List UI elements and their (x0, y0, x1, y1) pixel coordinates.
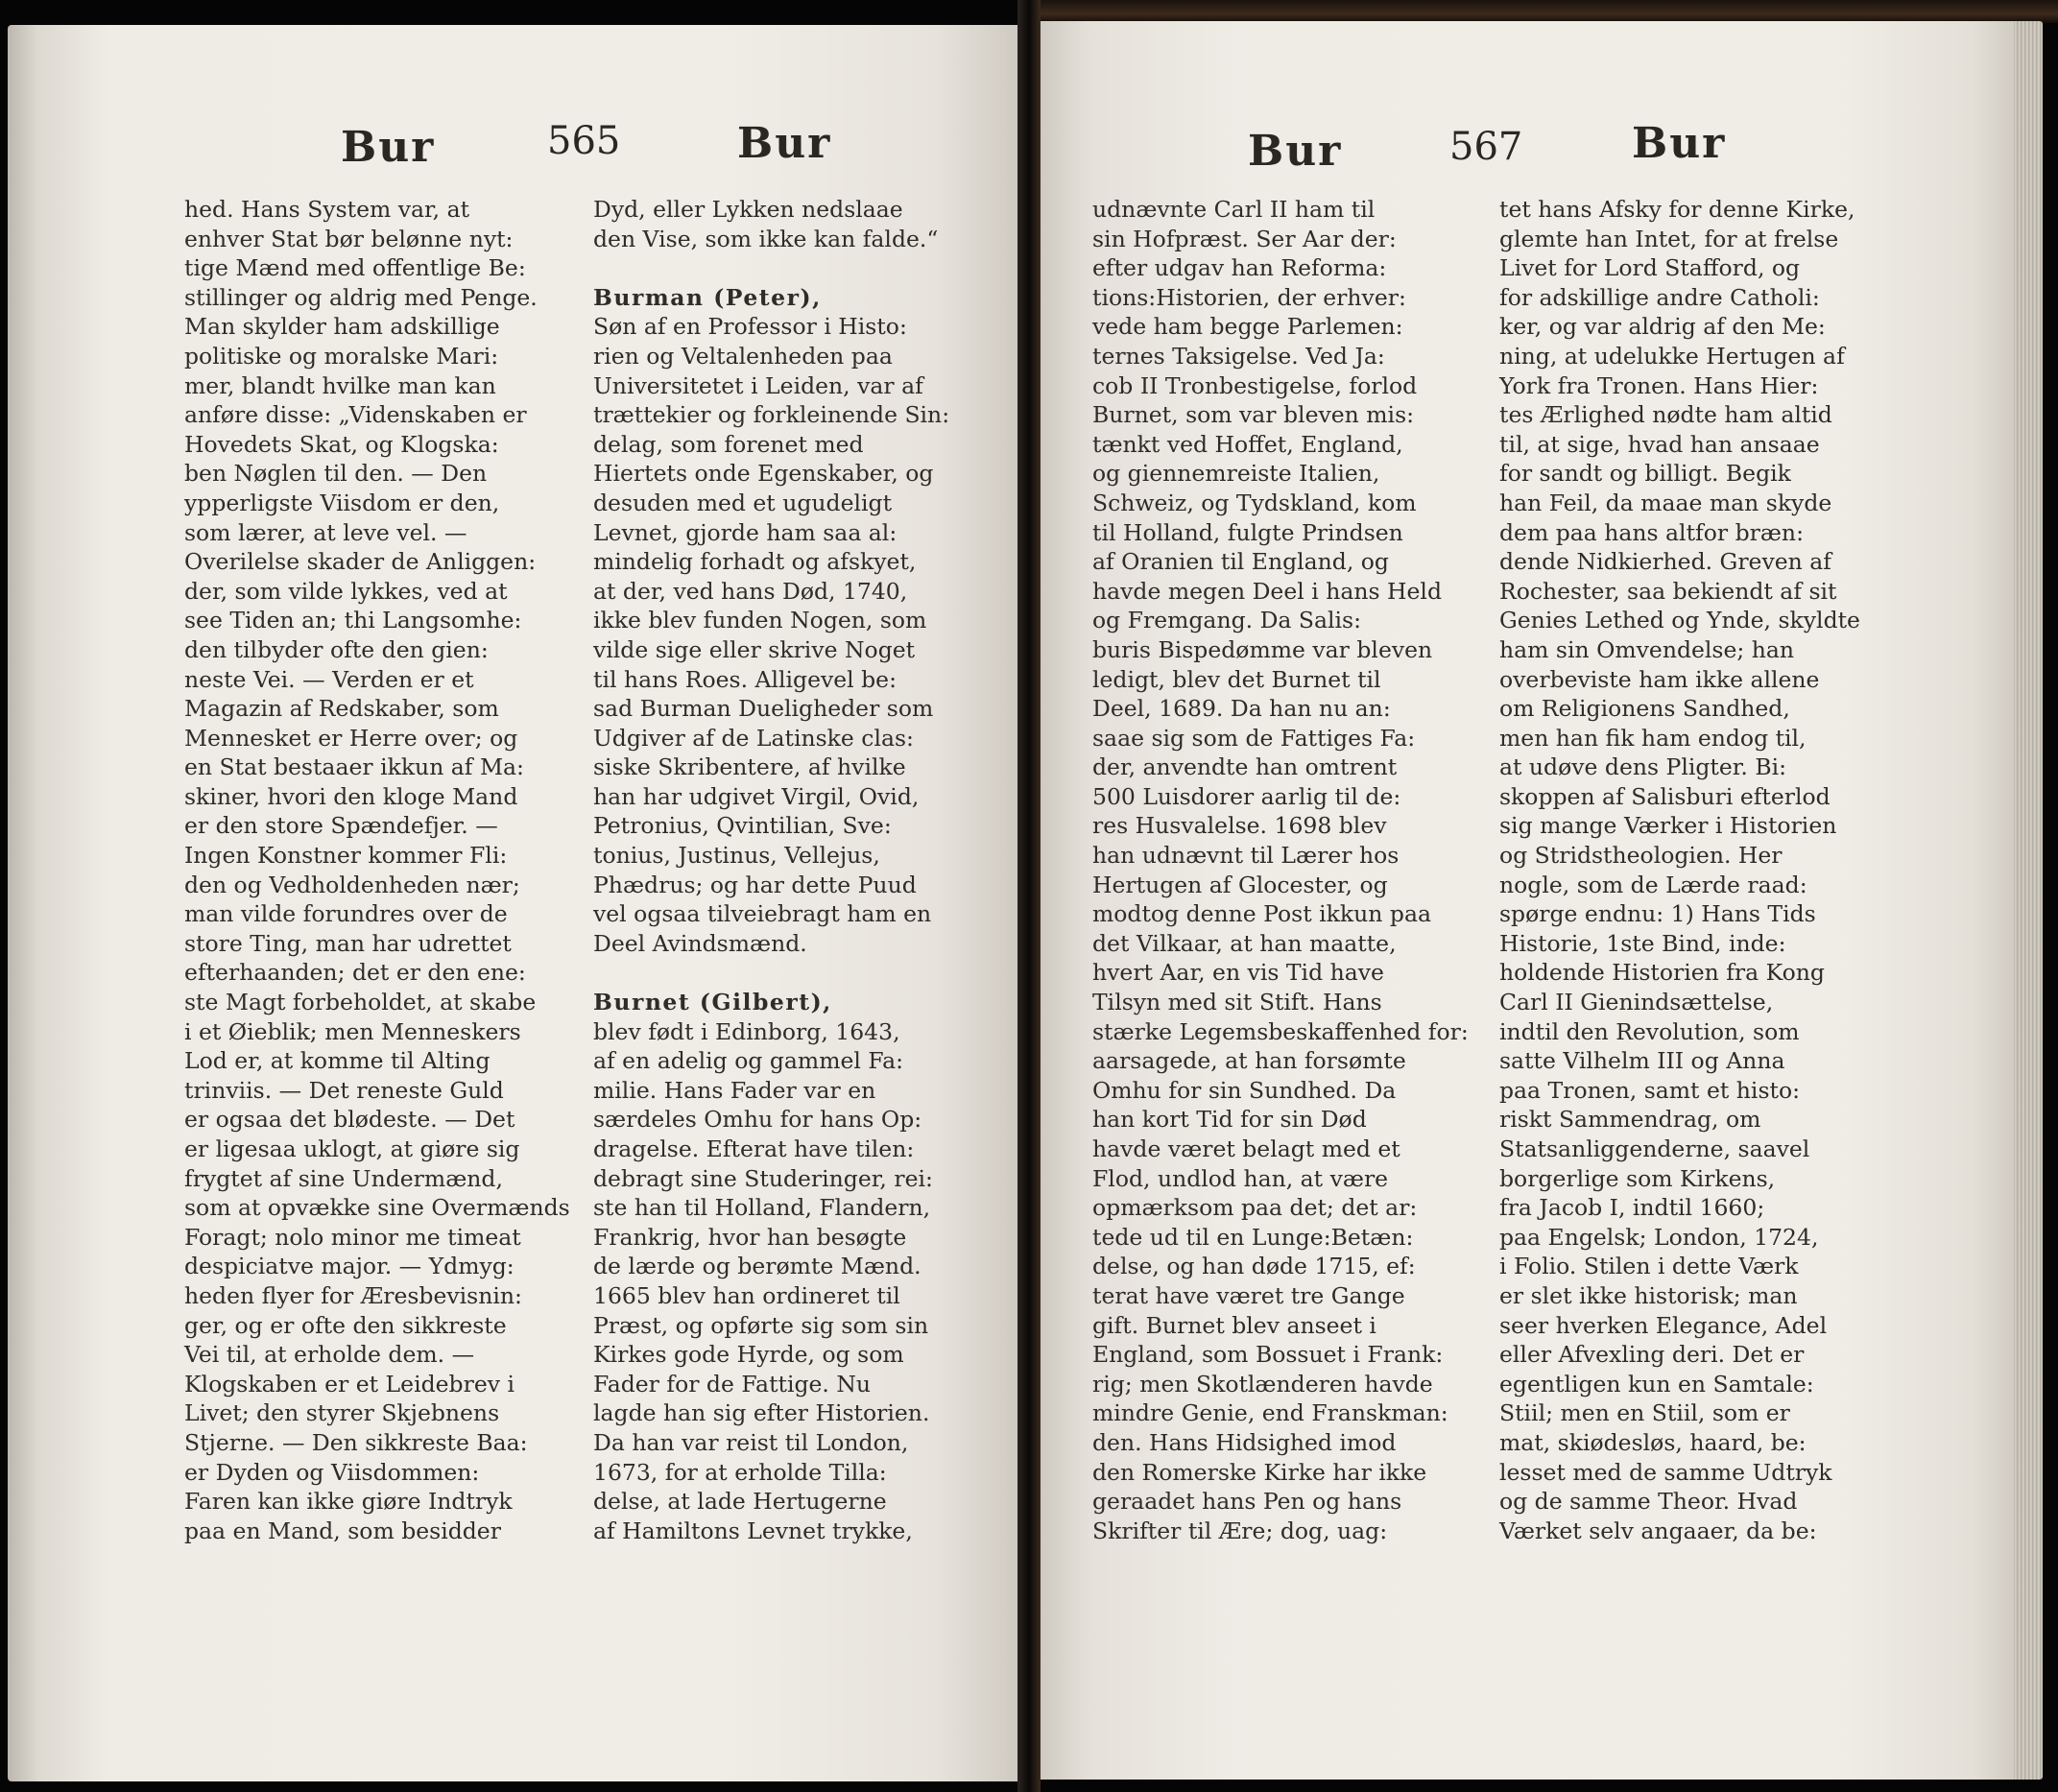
text-line: ternes Taksigelse. Ved Ja: (1092, 342, 1385, 370)
text-line: tonius, Justinus, Vellejus, (593, 842, 880, 870)
text-line: Skrifter til Ære; dog, uag: (1092, 1517, 1388, 1544)
text-line: ste han til Holland, Flandern, (593, 1194, 931, 1222)
text-line: opmærksom paa det; det ar: (1092, 1194, 1418, 1222)
text-line: Flod, undlod han, at være (1092, 1164, 1389, 1192)
text-line: i et Øieblik; men Menneskers (184, 1017, 521, 1045)
text-line: stærke Legemsbeskaffenhed for: (1092, 1017, 1469, 1045)
text-line: efter udgav han Reforma: (1092, 254, 1387, 282)
text-line: dende Nidkierhed. Greven af (1499, 548, 1831, 576)
text-line: Universitetet i Leiden, var af (593, 371, 923, 399)
text-line: sad Burman Dueligheder som (593, 695, 934, 723)
text-line: milie. Hans Fader var en (593, 1076, 876, 1104)
text-line: trættekier og forkleinende Sin: (593, 401, 950, 429)
text-line: spørge endnu: 1) Hans Tids (1499, 900, 1816, 928)
text-line: Livet for Lord Stafford, og (1499, 254, 1801, 282)
text-line: Faren kan ikke giøre Indtryk (184, 1488, 513, 1516)
text-line: der, anvendte han omtrent (1092, 753, 1398, 781)
text-line: Lod er, at komme til Alting (184, 1047, 491, 1075)
text-line: og Fremgang. Da Salis: (1092, 607, 1362, 634)
text-line: Søn af en Professor i Histo: (593, 313, 907, 341)
text-line: Mennesket er Herre over; og (184, 724, 518, 752)
text-line: man vilde forundres over de (184, 900, 508, 928)
right-page-header (0, 106, 2058, 176)
paragraph-gap (593, 253, 977, 283)
text-line: indtil den Revolution, som (1499, 1017, 1800, 1045)
text-line: debragt sine Studeringer, rei: (593, 1164, 933, 1192)
text-line: tions:Historien, der erhver: (1092, 283, 1406, 311)
text-line: til hans Roes. Alligevel be: (593, 665, 897, 693)
text-line: cob II Tronbestigelse, forlod (1092, 371, 1418, 399)
text-line: Petronius, Qvintilian, Sve: (593, 812, 892, 840)
text-line: ikke blev funden Nogen, som (593, 607, 927, 634)
text-line: paa en Mand, som besidder (184, 1517, 501, 1544)
text-line: Frankrig, hvor han besøgte (593, 1223, 907, 1251)
text-line: han Feil, da maae man skyde (1499, 489, 1832, 516)
text-line: for sandt og billigt. Begik (1499, 460, 1791, 488)
text-line: 1673, for at erholde Tilla: (593, 1458, 887, 1486)
text-line: Statsanliggenderne, saavel (1499, 1135, 1810, 1162)
text-line: trinviis. — Det reneste Guld (184, 1076, 504, 1104)
text-line: at der, ved hans Død, 1740, (593, 577, 908, 605)
text-line: det Vilkaar, at han maatte, (1092, 929, 1397, 957)
text-line: og giennemreiste Italien, (1092, 460, 1380, 488)
left-header-word-right: Bur (737, 119, 832, 168)
text-line: særdeles Omhu for hans Op: (593, 1106, 922, 1134)
text-line: lesset med de samme Udtryk (1499, 1458, 1832, 1486)
text-line: ypperligste Viisdom er den, (184, 489, 500, 516)
text-line: ger, og er ofte den sikkreste (184, 1311, 507, 1339)
entry-heading: Burman (Peter), (593, 283, 822, 311)
text-line: efterhaanden; det er den ene: (184, 959, 526, 987)
text-line: mer, blandt hvilke man kan (184, 371, 496, 399)
text-line: Omhu for sin Sundhed. Da (1092, 1076, 1397, 1104)
text-line: af en adelig og gammel Fa: (593, 1047, 904, 1075)
text-line: men han fik ham endog til, (1499, 724, 1807, 752)
right-page-column-2 (1499, 195, 1883, 1545)
text-line: mat, skiødesløs, haard, be: (1499, 1428, 1807, 1456)
text-line: lagde han sig efter Historien. (593, 1399, 930, 1427)
text-line: mindelig forhadt og afskyet, (593, 548, 917, 576)
text-line: af Hamiltons Levnet trykke, (593, 1517, 913, 1544)
text-line: enhver Stat bør belønne nyt: (184, 225, 514, 252)
text-line: rien og Veltalenheden paa (593, 342, 893, 370)
text-line: riskt Sammendrag, om (1499, 1106, 1761, 1134)
text-line: York fra Tronen. Hans Hier: (1499, 371, 1819, 399)
text-line: ben Nøglen til den. — Den (184, 460, 488, 488)
text-line: paa Tronen, samt et histo: (1499, 1076, 1801, 1104)
book-spine (1017, 0, 1041, 1792)
text-line: er ogsaa det blødeste. — Det (184, 1106, 515, 1134)
text-line: despiciatve major. — Ydmyg: (184, 1253, 514, 1280)
text-line: sin Hofpræst. Ser Aar der: (1092, 225, 1397, 252)
text-line: Deel, 1689. Da han nu an: (1092, 695, 1391, 723)
text-line: tet hans Afsky for denne Kirke, (1499, 196, 1855, 223)
text-line: om Religionens Sandhed, (1499, 695, 1790, 723)
text-line: overbeviste ham ikke allene (1499, 665, 1820, 693)
text-line: 500 Luisdorer aarlig til de: (1092, 782, 1401, 810)
text-line: blev født i Edinborg, 1643, (593, 1017, 900, 1045)
text-line: Genies Lethed og Ynde, skyldte (1499, 607, 1860, 634)
text-line: borgerlige som Kirkens, (1499, 1164, 1776, 1192)
text-line: seer hverken Elegance, Adel (1499, 1311, 1828, 1339)
text-line: ham sin Omvendelse; han (1499, 635, 1795, 663)
text-line: store Ting, man har udrettet (184, 929, 512, 957)
text-line: Da han var reist til London, (593, 1428, 909, 1456)
text-line: vede ham begge Parlemen: (1092, 313, 1403, 341)
text-line: res Husvalelse. 1698 blev (1092, 812, 1387, 840)
text-line: glemte han Intet, for at frelse (1499, 225, 1839, 252)
text-line: han kort Tid for sin Død (1092, 1106, 1367, 1134)
text-line: Hovedets Skat, og Klogska: (184, 430, 499, 458)
text-line: er Dyden og Viisdommen: (184, 1458, 480, 1486)
text-line: frygtet af sine Undermænd, (184, 1164, 503, 1192)
text-line: Magazin af Redskaber, som (184, 695, 499, 723)
text-line: den. Hans Hidsighed imod (1092, 1428, 1397, 1456)
text-line: Stjerne. — Den sikkreste Baa: (184, 1428, 528, 1456)
text-line: og de samme Theor. Hvad (1499, 1488, 1798, 1516)
paragraph-gap (593, 958, 977, 988)
text-line: 1665 blev han ordineret til (593, 1281, 900, 1309)
text-line: Hiertets onde Egenskaber, og (593, 460, 934, 488)
text-line: tede ud til en Lunge:Betæn: (1092, 1223, 1414, 1251)
text-line: Vei til, at erholde dem. — (184, 1341, 475, 1369)
text-line: Deel Avindsmænd. (593, 929, 807, 957)
right-header-word-right: Bur (1632, 119, 1727, 168)
text-line: politiske og moralske Mari: (184, 342, 499, 370)
text-line: de lærde og berømte Mænd. (593, 1253, 921, 1280)
left-header-word-left: Bur (341, 123, 436, 172)
text-line: Levnet, gjorde ham saa al: (593, 518, 897, 546)
text-line: Man skylder ham adskillige (184, 313, 500, 341)
text-line: dem paa hans altfor bræn: (1499, 518, 1804, 546)
text-line: og Stridstheologien. Her (1499, 842, 1783, 870)
text-line: som lærer, at leve vel. — (184, 518, 467, 546)
text-line: dragelse. Efterat have tilen: (593, 1135, 915, 1162)
text-line: England, som Bossuet i Frank: (1092, 1341, 1444, 1369)
text-line: Ingen Konstner kommer Fli: (184, 842, 508, 870)
text-line: Hertugen af Glocester, og (1092, 871, 1388, 898)
text-line: vel ogsaa tilveiebragt ham en (593, 900, 932, 928)
text-line: vilde sige eller skrive Noget (593, 635, 916, 663)
text-line: til Holland, fulgte Prindsen (1092, 518, 1403, 546)
text-line: tige Mænd med offentlige Be: (184, 254, 526, 282)
text-line: rig; men Skotlænderen havde (1092, 1370, 1433, 1398)
text-line: udnævnte Carl II ham til (1092, 196, 1376, 223)
text-line: mindre Genie, end Franskman: (1092, 1399, 1448, 1427)
text-line: han udnævnt til Lærer hos (1092, 842, 1400, 870)
text-line: desuden med et ugudeligt (593, 489, 893, 516)
right-page-column-1 (1092, 195, 1476, 1545)
text-line: Tilsyn med sit Stift. Hans (1092, 989, 1382, 1016)
text-line: den Romerske Kirke har ikke (1092, 1458, 1427, 1486)
text-line: Kirkes gode Hyrde, og som (593, 1341, 904, 1369)
text-line: Rochester, saa bekiendt af sit (1499, 577, 1837, 605)
text-line: ker, og var aldrig af den Me: (1499, 313, 1826, 341)
text-line: modtog denne Post ikkun paa (1092, 900, 1431, 928)
text-line: den og Vedholdenheden nær; (184, 871, 520, 898)
text-line: som at opvække sine Overmænds (184, 1194, 570, 1222)
text-line: tænkt ved Hoffet, England, (1092, 430, 1403, 458)
text-line: er den store Spændefjer. — (184, 812, 498, 840)
entry-heading: Burnet (Gilbert), (593, 989, 832, 1016)
text-line: er slet ikke historisk; man (1499, 1281, 1798, 1309)
text-line: terat have været tre Gange (1092, 1281, 1405, 1309)
text-line: skiner, hvori den kloge Mand (184, 782, 518, 810)
left-page-column-1 (184, 195, 568, 1545)
text-line: heden flyer for Æresbevisnin: (184, 1281, 522, 1309)
text-line: Schweiz, og Tydskland, kom (1092, 489, 1417, 516)
text-line: Klogskaben er et Leidebrev i (184, 1370, 514, 1398)
text-line: den tilbyder ofte den gien: (184, 635, 489, 663)
text-line: ledigt, blev det Burnet til (1092, 665, 1381, 693)
text-line: han har udgivet Virgil, Ovid, (593, 782, 920, 810)
text-line: der, som vilde lykkes, ved at (184, 577, 508, 605)
left-page-column-2 (593, 195, 977, 1545)
right-header-word-left: Bur (1248, 127, 1343, 176)
text-line: satte Vilhelm III og Anna (1499, 1047, 1785, 1075)
text-line: nogle, som de Lærde raad: (1499, 871, 1807, 898)
text-line: anføre disse: „Videnskaben er (184, 401, 527, 429)
text-line: fra Jacob I, indtil 1660; (1499, 1194, 1765, 1222)
text-line: skoppen af Salisburi efterlod (1499, 782, 1831, 810)
text-line: Phædrus; og har dette Puud (593, 871, 917, 898)
page-edges (2014, 21, 2043, 1780)
text-line: siske Skribentere, af hvilke (593, 753, 906, 781)
text-line: Burnet, som var bleven mis: (1092, 401, 1415, 429)
text-line: en Stat bestaaer ikkun af Ma: (184, 753, 524, 781)
text-line: delag, som forenet med (593, 430, 864, 458)
text-line: geraadet hans Pen og hans (1092, 1488, 1402, 1516)
text-line: Udgiver af de Latinske clas: (593, 724, 914, 752)
text-line: aarsagede, at han forsømte (1092, 1047, 1406, 1075)
text-line: ste Magt forbeholdet, at skabe (184, 989, 537, 1016)
text-line: neste Vei. — Verden er et (184, 665, 474, 693)
text-line: delse, at lade Hertugerne (593, 1488, 887, 1516)
book-cover-top (1041, 0, 2058, 23)
right-page-number: 567 (1449, 125, 1523, 169)
text-line: Værket selv angaaer, da be: (1499, 1517, 1817, 1544)
text-line: havde megen Deel i hans Held (1092, 577, 1442, 605)
text-line: stillinger og aldrig med Penge. (184, 283, 538, 311)
text-line: paa Engelsk; London, 1724, (1499, 1223, 1819, 1251)
text-line: til, at sige, hvad han ansaae (1499, 430, 1820, 458)
text-line: at udøve dens Pligter. Bi: (1499, 753, 1787, 781)
left-page-number: 565 (547, 119, 621, 163)
text-line: saae sig som de Fattiges Fa: (1092, 724, 1416, 752)
text-line: Præst, og opførte sig som sin (593, 1311, 929, 1339)
text-line: Dyd, eller Lykken nedslaae (593, 196, 903, 223)
text-line: gift. Burnet blev anseet i (1092, 1311, 1376, 1339)
text-line: tes Ærlighed nødte ham altid (1499, 401, 1832, 429)
text-line: Carl II Gienindsættelse, (1499, 989, 1774, 1016)
text-line: Livet; den styrer Skjebnens (184, 1399, 500, 1427)
text-line: eller Afvexling deri. Det er (1499, 1341, 1805, 1369)
text-line: den Vise, som ikke kan falde.“ (593, 225, 939, 252)
text-line: Historie, 1ste Bind, inde: (1499, 929, 1786, 957)
text-line: holdende Historien fra Kong (1499, 959, 1825, 987)
text-line: af Oranien til England, og (1092, 548, 1389, 576)
text-line: Foragt; nolo minor me timeat (184, 1223, 521, 1251)
text-line: sig mange Værker i Historien (1499, 812, 1837, 840)
text-line: Stiil; men en Stiil, som er (1499, 1399, 1790, 1427)
text-line: ning, at udelukke Hertugen af (1499, 342, 1845, 370)
text-line: buris Bispedømme var bleven (1092, 635, 1433, 663)
text-line: see Tiden an; thi Langsomhe: (184, 607, 522, 634)
text-line: er ligesaa uklogt, at giøre sig (184, 1135, 520, 1162)
text-line: i Folio. Stilen i dette Værk (1499, 1253, 1799, 1280)
text-line: delse, og han døde 1715, ef: (1092, 1253, 1416, 1280)
text-line: hvert Aar, en vis Tid have (1092, 959, 1384, 987)
text-line: for adskillige andre Catholi: (1499, 283, 1820, 311)
text-line: hed. Hans System var, at (184, 196, 470, 223)
text-line: Overilelse skader de Anliggen: (184, 548, 537, 576)
text-line: havde været belagt med et (1092, 1135, 1400, 1162)
text-line: egentligen kun en Samtale: (1499, 1370, 1814, 1398)
text-line: Fader for de Fattige. Nu (593, 1370, 872, 1398)
